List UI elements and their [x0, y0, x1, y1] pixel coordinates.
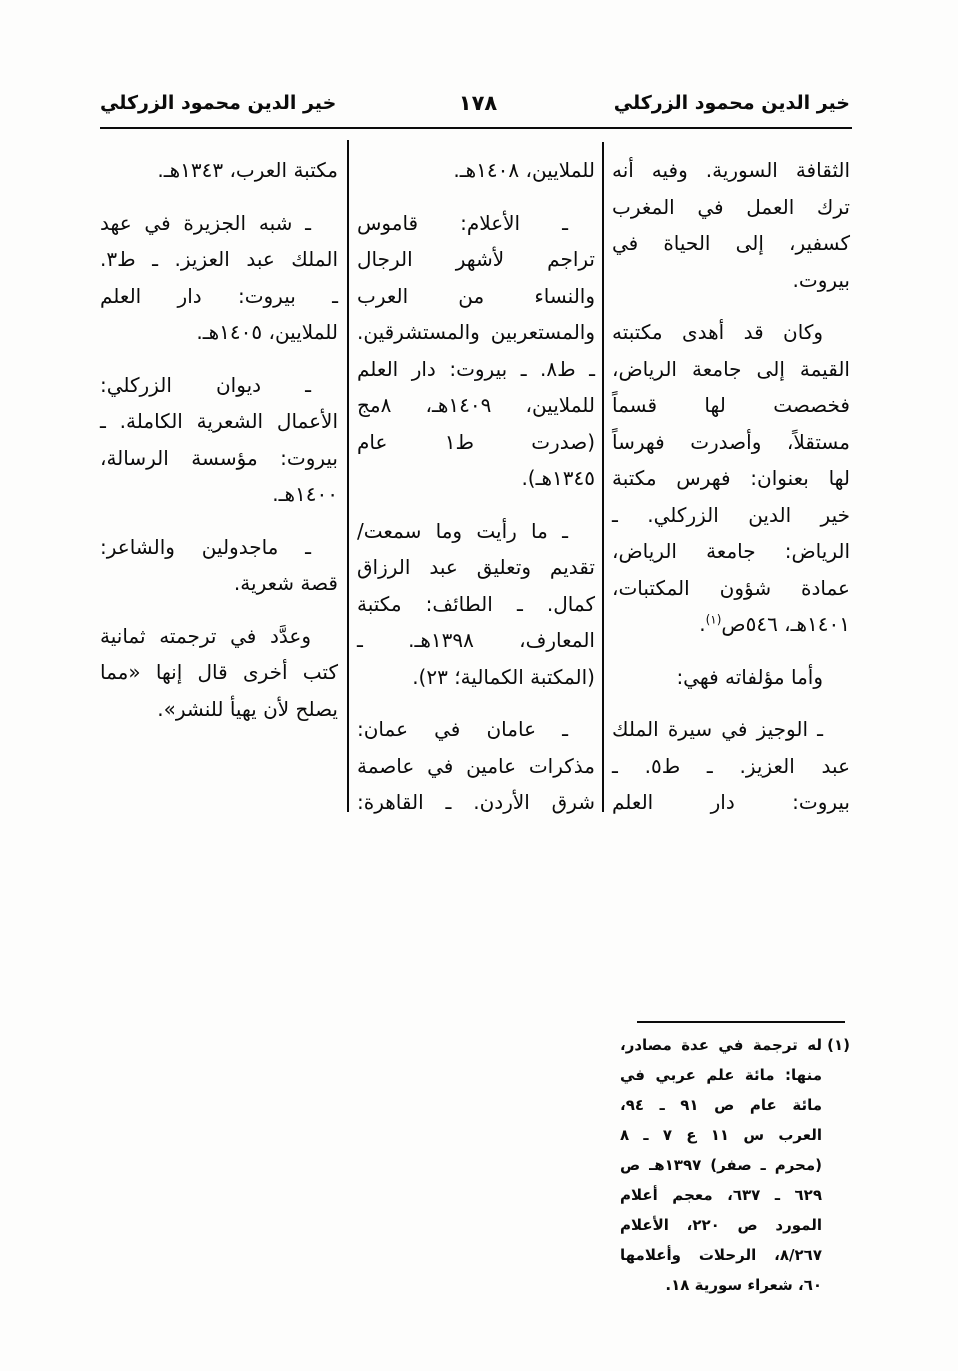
text-line: للملايين، ١٤٠٥هـ.	[196, 320, 338, 344]
text-line: فخصصت لها قسماً	[612, 393, 850, 417]
text-line: لها بعنوان: فهرس مكتبة	[612, 466, 850, 490]
text-line: (المكتبة الكمالية؛ ٢٣).	[412, 664, 595, 689]
paragraph	[100, 618, 338, 728]
footnote-line: مائة عام ص ٩١ ـ ٩٤،	[620, 1096, 822, 1114]
text-line: عبد العزيز. ـ ط٥. ـ	[612, 753, 851, 778]
text-line: ـ ط٨. ـ بيروت: دار العلم	[357, 356, 596, 381]
footnote-marker: (١)	[827, 1036, 850, 1054]
text-line: ـ ماجدولين والشاعر:	[100, 534, 311, 559]
text-line: بيروت: مؤسسة الرسالة،	[100, 445, 338, 470]
paragraph	[357, 205, 595, 497]
footnote-text: له ترجمة في عدة مصادر،	[620, 1036, 822, 1054]
text-line: الثقافة السورية. وفيه أنه	[612, 158, 850, 182]
text-line: ـ الأعلام: قاموس	[357, 210, 568, 235]
text-line: ـ ما رأيت وما سمعت/	[357, 518, 568, 543]
footnote-line: ٦٠، شعراء سورية ١٨.	[665, 1276, 822, 1294]
paragraph	[357, 513, 595, 696]
text-line: القيمة إلى جامعة الرياض،	[612, 356, 850, 381]
footnote-line: ٨/٢٦٧، الرحلات وأعلامها	[620, 1246, 822, 1264]
text-line: ترك العمل في المغرب	[612, 194, 850, 219]
text-line: وعدَّد في ترجمته ثمانية	[100, 623, 311, 648]
paragraph	[612, 711, 850, 821]
text-line: وكان قد أهدى مكتبته	[612, 320, 823, 344]
running-header-right: خير الدين محمود الزركلي	[613, 92, 850, 114]
text-line: الأعمال الشعرية الكاملة. ـ	[100, 409, 338, 433]
text-line: كمال. ـ الطائف: مكتبة	[357, 591, 595, 616]
running-header-left: خير الدين محمود الزركلي	[100, 92, 337, 114]
text-line: كسفير، إلى الحياة في	[612, 231, 850, 255]
text-line: والنساء من العرب	[357, 283, 595, 308]
text-line: وأما مؤلفاته فهي:	[676, 664, 823, 689]
page-number: ١٧٨	[458, 91, 498, 115]
text-line: ١٤٠٠هـ.	[272, 482, 338, 506]
text-line: للملايين، ١٤٠٩هـ، ٨مج	[357, 393, 595, 417]
text-line: مكتبة العرب، ١٣٤٣هـ.	[157, 158, 338, 182]
paragraph	[612, 659, 850, 696]
text-line: ـ بيروت: دار العلم	[100, 283, 338, 308]
text-line: (صدرت ط١ عام	[357, 429, 595, 454]
paragraph	[100, 367, 338, 513]
column-divider	[347, 140, 349, 812]
text-line: بيروت: دار العلم	[612, 790, 850, 814]
paragraph	[357, 152, 595, 189]
footnote-line: العرب س ١١ ع ٧ ـ ٨	[620, 1126, 822, 1144]
footnote	[620, 1030, 850, 1300]
footnote-line: (محرم ـ صفر) ١٣٩٧هـ ص	[620, 1156, 822, 1174]
text-line: يصلح لأن يهيأ للنشر».	[157, 696, 338, 721]
text-line: الرياض: جامعة الرياض،	[612, 539, 850, 563]
footnote-rule	[637, 1021, 845, 1023]
text-line: ـ الوجيز في سيرة الملك	[612, 717, 823, 741]
paragraph	[612, 314, 850, 643]
paragraph	[357, 711, 595, 821]
text-column-middle	[357, 152, 595, 821]
text-line: مستقلاً، وأصدرت فهرساً	[612, 429, 850, 454]
text-line: شرق الأردن. ـ القاهرة:	[357, 790, 595, 814]
text-line	[612, 606, 850, 643]
text-line: المعارف، ١٣٩٨هـ. ـ	[357, 628, 595, 652]
text-line: والمستعربين والمستشرقين.	[357, 320, 595, 344]
column-divider	[602, 142, 604, 812]
text-column-right	[612, 152, 850, 821]
footnote-line: منها: مائة علم عربي في	[620, 1066, 822, 1084]
text-line: ١٣٤٥هـ).	[521, 466, 595, 490]
paragraph	[100, 152, 338, 189]
footnote-line: المورد ص ٢٢٠، الأعلام	[620, 1216, 822, 1234]
text-line: ـ شبه الجزيرة في عهد	[100, 210, 311, 235]
text-line-content: ١٤٠١هـ، ٥٤٦ص	[721, 612, 850, 636]
text-line: ـ عامان في عمان:	[357, 717, 568, 741]
text-line: الملك عبد العزيز. ـ ط٣.	[100, 247, 338, 271]
text-line: عمادة شؤون المكتبات،	[612, 575, 850, 600]
paragraph	[100, 205, 338, 351]
text-line: للملايين، ١٤٠٨هـ.	[453, 158, 595, 182]
text-line: بيروت.	[792, 267, 850, 292]
footnote-reference: (١)	[705, 612, 722, 627]
text-line: تراجم لأشهر الرجال	[357, 247, 595, 271]
footnote-line: ٦٢٩ ـ ٦٣٧، معجم أعلام	[620, 1186, 822, 1204]
header-rule	[100, 127, 852, 129]
text-column-left	[100, 152, 338, 727]
text-line: كتب أخرى قال إنها «مما	[100, 660, 338, 684]
text-line: ـ ديوان الزركلي:	[100, 372, 311, 397]
text-line: تقديم وتعليق عبد الرزاق	[357, 555, 595, 579]
text-line: قصة شعرية.	[233, 571, 338, 595]
text-line: خير الدين الزركلي. ـ	[612, 502, 850, 527]
paragraph	[612, 152, 850, 298]
text-line-tail: .	[699, 612, 706, 636]
paragraph	[100, 529, 338, 602]
text-line: مذكرات عامين في عاصمة	[357, 753, 595, 778]
footnote-line	[620, 1030, 850, 1060]
